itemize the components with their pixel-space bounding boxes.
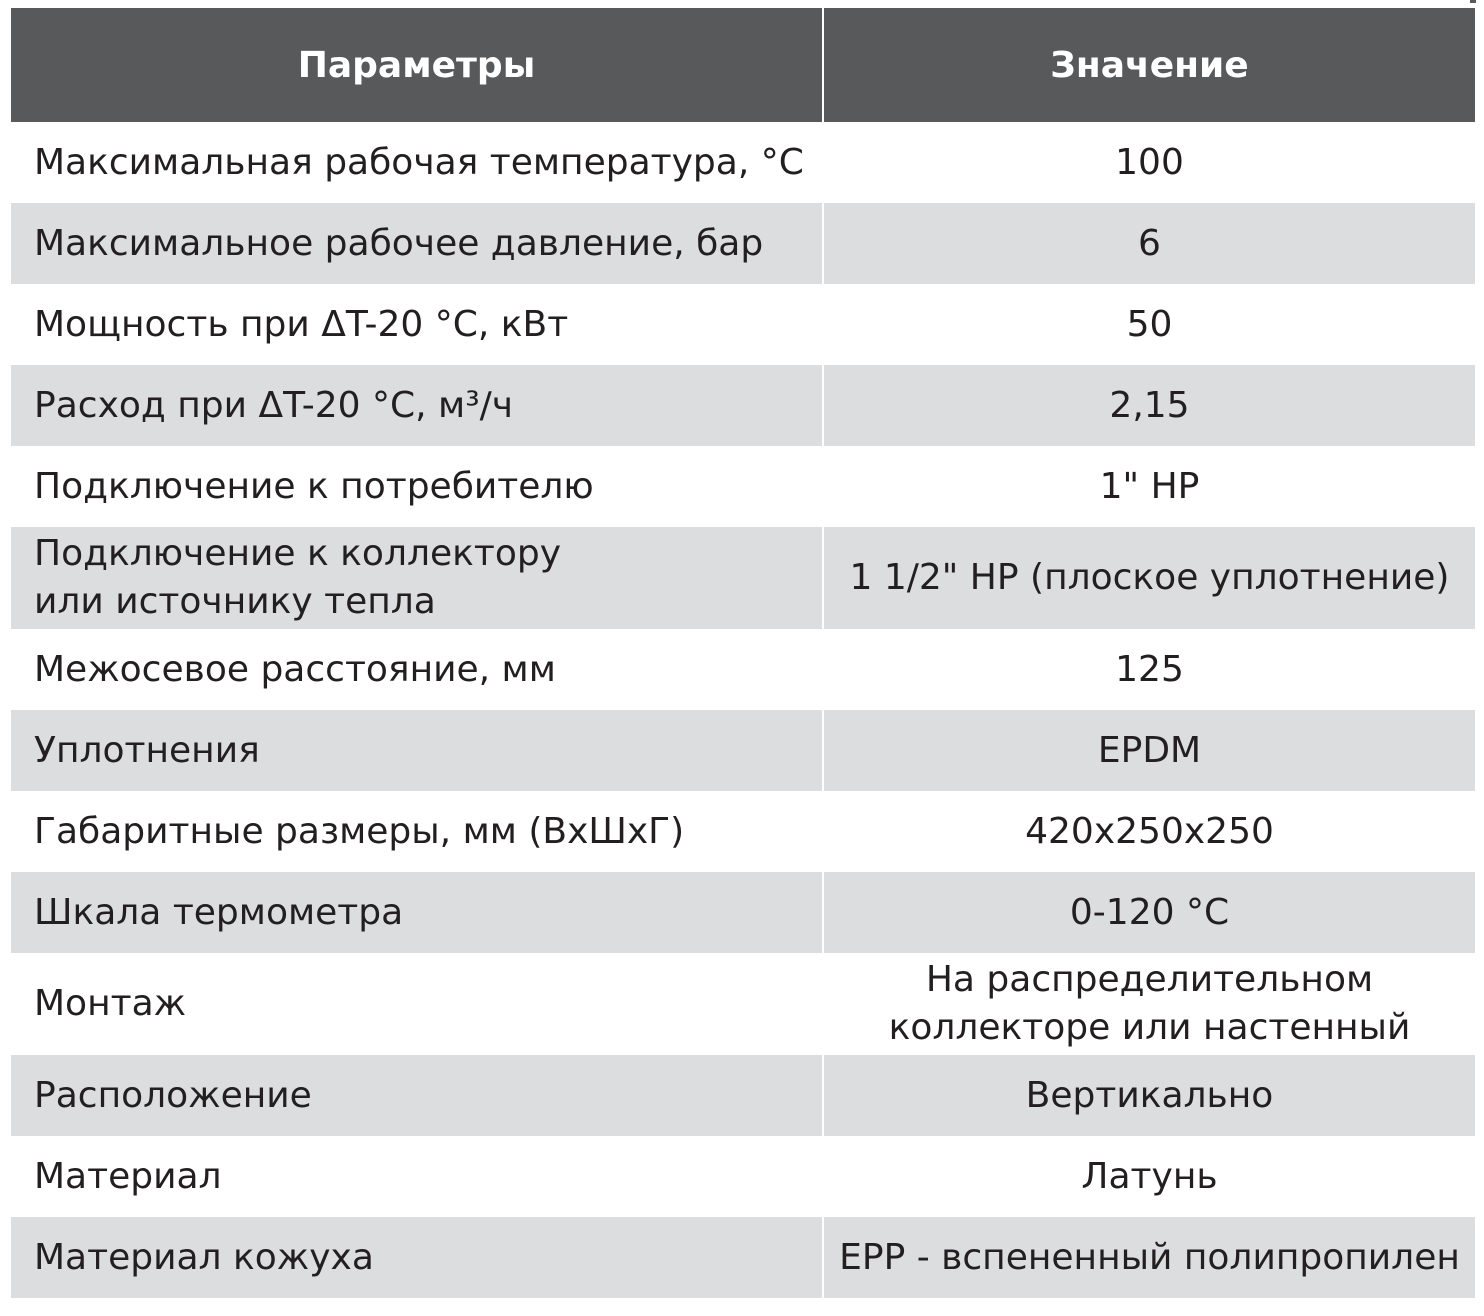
value-max-pressure: 6	[823, 203, 1475, 284]
param-orientation: Расположение	[11, 1055, 823, 1136]
value-casing-material: EPP - вспененный полипропилен	[823, 1217, 1475, 1298]
param-max-temperature: Максимальная рабочая температура, °C	[11, 122, 823, 203]
table-row	[11, 791, 1475, 872]
table-row	[11, 1136, 1475, 1217]
param-max-pressure: Максимальное рабочее давление, бар	[11, 203, 823, 284]
table-row	[11, 284, 1475, 365]
table-row	[11, 122, 1475, 203]
table-row	[11, 365, 1475, 446]
param-casing-material: Материал кожуха	[11, 1217, 823, 1298]
param-seals: Уплотнения	[11, 710, 823, 791]
value-collector-connection: 1 1/2" НР (плоское уплотнение)	[823, 527, 1475, 629]
value-thermometer-scale: 0-120 °C	[823, 872, 1475, 953]
value-max-temperature: 100	[823, 122, 1475, 203]
value-consumer-connection: 1" НР	[823, 446, 1475, 527]
param-thermometer-scale: Шкала термометра	[11, 872, 823, 953]
param-mounting: Монтаж	[11, 953, 823, 1055]
spec-table	[11, 8, 1475, 1298]
value-center-distance: 125	[823, 629, 1475, 710]
table-row	[11, 1217, 1475, 1298]
table-row	[11, 527, 1475, 629]
param-flow-rate: Расход при ΔT-20 °C, м³/ч	[11, 365, 823, 446]
value-power: 50	[823, 284, 1475, 365]
param-center-distance: Межосевое расстояние, мм	[11, 629, 823, 710]
table-row	[11, 1055, 1475, 1136]
param-collector-connection: Подключение к коллектору или источнику тепла	[11, 527, 823, 629]
value-seals: EPDM	[823, 710, 1475, 791]
value-material: Латунь	[823, 1136, 1475, 1217]
header-params: Параметры	[11, 8, 823, 122]
table-row	[11, 203, 1475, 284]
value-orientation: Вертикально	[823, 1055, 1475, 1136]
value-mounting: На распределительном коллекторе или настенный	[823, 953, 1475, 1055]
param-material: Материал	[11, 1136, 823, 1217]
value-flow-rate: 2,15	[823, 365, 1475, 446]
param-consumer-connection: Подключение к потребителю	[11, 446, 823, 527]
table-row	[11, 629, 1475, 710]
table-row	[11, 953, 1475, 1055]
header-value: Значение	[823, 8, 1475, 122]
corner-mark	[1470, 0, 1476, 3]
table-row	[11, 872, 1475, 953]
value-dimensions: 420х250х250	[823, 791, 1475, 872]
table-header-row	[11, 8, 1475, 122]
param-power: Мощность при ΔT-20 °C, кВт	[11, 284, 823, 365]
table-row	[11, 446, 1475, 527]
param-dimensions: Габаритные размеры, мм (ВхШхГ)	[11, 791, 823, 872]
table-row	[11, 710, 1475, 791]
